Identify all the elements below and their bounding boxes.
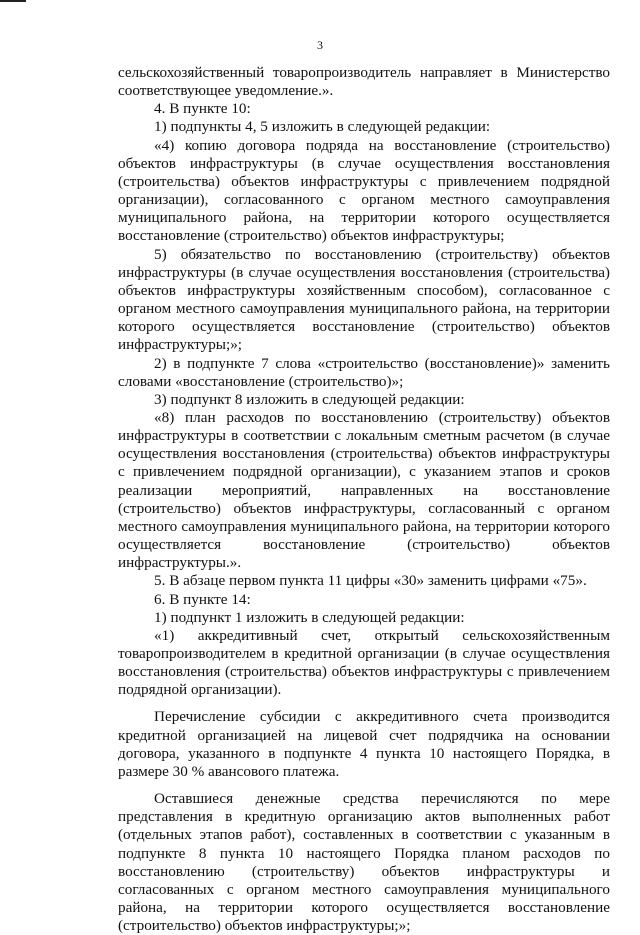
paragraph-11: 1) подпункт 1 изложить в следующей редакции: bbox=[154, 608, 465, 626]
paragraph-7: 3) подпункт 8 изложить в следующей редакции: bbox=[154, 390, 465, 408]
paragraph-5: 5) обязательство по восстановлению (строительству) объектов инфраструктуры (в случае осуществления восстановления (строительства) объектов инфраструктуры хозяйственным способом), согласованное с органом местного самоуправления муниципального района, на территории которого осуществляется восстановление (строительство) объектов инфраструктуры;»; bbox=[118, 245, 610, 354]
paragraph-12: «1) аккредитивный счет, открытый сельскохозяйственным товаропроизводителем в кредитной организации (в случае осуществления восстановления (строительства) объектов инфраструктуры с привлечением подрядной организации). bbox=[118, 626, 610, 699]
paragraph-8: «8) план расходов по восстановлению (строительству) объектов инфраструктуры в соответствии с локальным сметным расчетом (в случае осуществления восстановления (строительства) объектов инфраструктуры с привлечением подрядной организации), с указанием этапов и сроков реализации мероприятий, направленных на восстановление (строительство) объектов инфраструктуры, согласованный с органом местного самоуправления муниципального района, на территории которого осуществляется восстановление (строительство) объектов инфраструктуры.». bbox=[118, 408, 610, 572]
paragraph-13: Перечисление субсидии с аккредитивного счета производится кредитной организацией на лицевой счет подрядчика на основании договора, указанного в подпункте 4 пункта 10 настоящего Порядка, в размере 30 % авансового платежа. bbox=[118, 708, 610, 780]
paragraph-14: Оставшиеся денежные средства перечисляются по мере представления в кредитную организацию актов выполненных работ (отдельных этапов работ), составленных в соответствии с указанным в подпункте 8 пункта 10 настоящего Порядка планом расходов по восстановлению (строительству) объектов инфраструктуры и согласованных с органом местного самоуправления муниципального района, на территории которого осуществляется восстановление (строительство) объектов инфраструктуры;»; bbox=[118, 790, 610, 935]
document-body bbox=[118, 64, 610, 935]
page-number: 3 bbox=[317, 38, 323, 52]
paragraph-6: 2) в подпункте 7 слова «строительство (восстановление)» заменить словами «восстановление (строительство)»; bbox=[118, 354, 610, 390]
paragraph-2: 4. В пункте 10: bbox=[154, 100, 251, 118]
paragraph-3: 1) подпункты 4, 5 изложить в следующей редакции: bbox=[154, 118, 491, 136]
paragraph-9: 5. В абзаце первом пункта 11 цифры «30» заменить цифрами «75». bbox=[154, 572, 587, 590]
scan-corner-mark bbox=[0, 0, 26, 2]
paragraph-10: 6. В пункте 14: bbox=[154, 590, 251, 608]
paragraph-4: «4) копию договора подряда на восстановление (строительство) объектов инфраструктуры (в случае осуществления восстановления (строительства) объектов инфраструктуры с привлечением подрядной организации), согласованного с органом местного самоуправления муниципального района, на территории которого осуществляется восстановление (строительство) объектов инфраструктуры; bbox=[118, 136, 610, 245]
paragraph-1: сельскохозяйственный товаропроизводитель направляет в Министерство соответствующее уведомление.». bbox=[118, 64, 610, 100]
